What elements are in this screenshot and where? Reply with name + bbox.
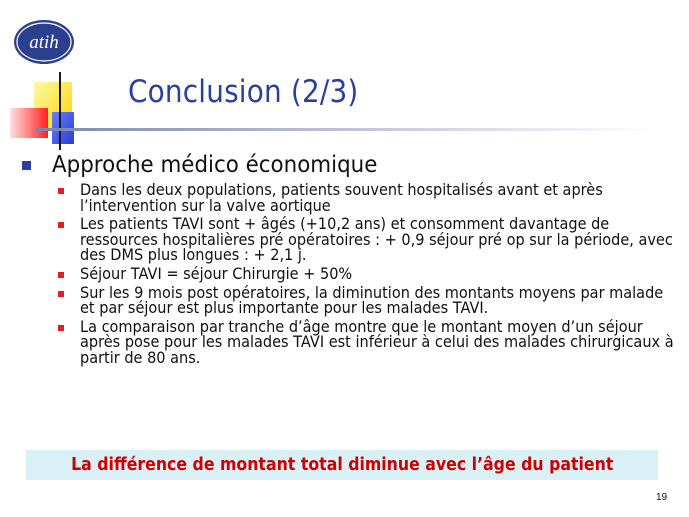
atih-logo: [12, 18, 76, 66]
main-bullet: [22, 152, 662, 178]
page-number: 19: [656, 492, 668, 503]
bullet-square-icon: [58, 325, 64, 331]
slide-title: Conclusion (2/3): [128, 74, 359, 110]
bullet-square-icon: [58, 272, 64, 278]
main-bullet-text: Approche médico économique: [52, 152, 378, 178]
sub-bullet: Séjour TAVI = séjour Chirurgie + 50%: [58, 267, 668, 283]
sub-bullet: Les patients TAVI sont + âgés (+10,2 ans) et consomment davantage de ressources hospitalières pré opératoires : + 0,9 séjour pré op sur la période, avec des DMS plus longues : + 2,1 j.: [58, 217, 668, 264]
bullet-square-icon: [58, 291, 64, 297]
sub-bullet: Dans les deux populations, patients souvent hospitalisés avant et après l’intervention sur la valve aortique: [58, 183, 668, 214]
bullet-square-icon: [58, 188, 64, 194]
bullet-square-icon: [58, 222, 64, 228]
conclusion-banner: [26, 450, 658, 480]
sub-bullet: La comparaison par tranche d’âge montre que le montant moyen d’un séjour après pose pour les malades TAVI est inférieur à celui des malades chirurgicaux à partir de 80 ans.: [58, 320, 668, 367]
logo-text: atih: [29, 32, 59, 53]
banner-text: La différence de montant total diminue avec l’âge du patient: [70, 455, 614, 475]
sub-bullet: Sur les 9 mois post opératoires, la diminution des montants moyens par malade et par séjour est plus importante pour les malades TAVI.: [58, 286, 668, 317]
bullet-square-icon: [22, 161, 31, 170]
sub-bullet-list: [58, 181, 674, 370]
